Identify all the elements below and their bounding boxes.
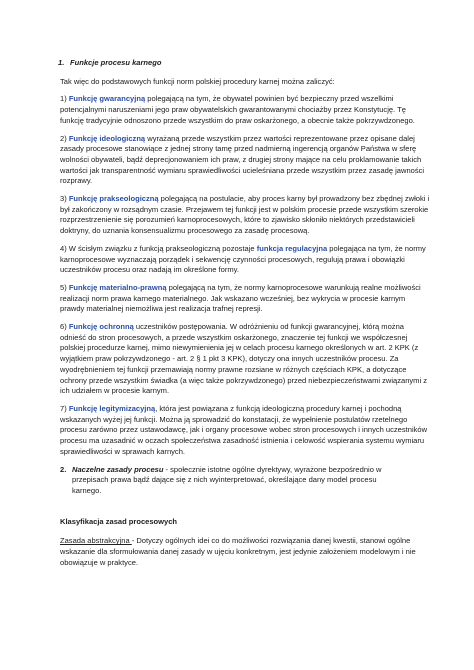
intro-paragraph: Tak więc do podstawowych funkcji norm polskiej procedury karnej można zaliczyć:	[60, 76, 335, 86]
keyword-funkcja-prakseologiczna: Funkcję prakseologiczną	[68, 194, 159, 204]
paragraph-prefix: 1)	[60, 94, 69, 104]
function-paragraph-7	[60, 404, 430, 458]
item-body	[72, 465, 430, 497]
numbered-item-2	[60, 465, 430, 497]
paragraph-text: polegającą na tym, że obywatel powinien być bezpieczny przed wszelkimi potencjalnymi naruszeniami jego praw obywatelskich gwarantowanymi chociażby przez Konstytucję. Tę funkcję tradycyjnie odnoszono przede wszystkim do praw oskarżonego, a obecnie także pokrzywdzonego.	[60, 94, 415, 125]
keyword-funkcja-gwarancyjna: Funkcję gwarancyjną	[68, 94, 146, 104]
keyword-funkcja-ochronna: Funkcję ochronną	[68, 322, 134, 332]
heading-number: 1.	[58, 58, 65, 67]
paragraph-prefix: 6)	[60, 322, 69, 332]
paragraph-text: , która jest powiązana z funkcją ideologiczną procedury karnej i pochodną wskazanych wyżej jej funkcji. Można ją sprowadzić do konstatacji, że wypełnienie postulatów rzetelnego procesu zarówno przez ustawodawcę, jak i organy procesowe wobec stron procesowych i innych uczestników procesu ma uzasadnić w oczach społeczeństwa zasadność istnienia i celowość wspierania systemu wymiaru sprawiedliwości w sprawach karnych.	[60, 403, 428, 456]
keyword-funkcja-regulacyjna: funkcja regulacyjna	[256, 243, 328, 253]
function-paragraph-6	[60, 322, 430, 397]
paragraph-text: wyrażaną przede wszystkim przez wartości reprezentowane przez opisane dalej zasady procesowe stanowiące z jednej strony tamę przed nadmierną ingerencją organów Państwa w sferę wolności obywateli, bądź deprecjonowaniem ich praw, z drugiej strony mające na celu proklamowanie takich wartości jak transparentność wymiaru sprawiedliwości ucieleśniana przede wszystkim przez zasadę jawności rozprawy.	[60, 133, 425, 186]
paragraph-prefix: 5)	[60, 282, 69, 292]
definition-text: - Dotyczy ogólnych idei co do możliwości rozwiązania danej kwestii, stanowi ogólne wskazanie dla sformułowania danej zasady w ujęciu konkretnym, jest jedynie założeniem modelowym i nie obowiązuje w praktyce.	[60, 536, 416, 567]
keyword-funkcja-legitymizacyjna: Funkcję legitymizacyjną	[68, 403, 156, 413]
paragraph-prefix: 7)	[60, 403, 69, 413]
keyword-funkcja-materialno-prawna: Funkcję materialno-prawną	[68, 282, 167, 292]
paragraph-text: uczestników postępowania. W odróżnieniu od funkcji gwarancyjnej, którą można odnieść do stron procesowych, a przede wszystkim oskarżonego, znaczenie tej funkcji we współczesnej polskiej procedurze karnej, mimo niewymienienia jej w celach procesu karnego określonych w art. 2 KPK (z wyjątkiem praw pokrzywdzonego - art. 2 § 1 pkt 3 KPK), dotyczy ona innych uczestników procesu. Za wyodrębnieniem tej funkcji przemawiają normy prawne rozsiane w różnych częściach KPK, a dotyczące ochrony przede wszystkim świadka (a więc także pokrzywdzonego) przed niebezpieczeństwami związanymi z ich udziałem w procesie karnym.	[60, 322, 428, 396]
keyword-funkcja-ideologiczna: Funkcję ideologiczną	[68, 133, 146, 143]
item-number: 2.	[60, 464, 67, 474]
heading-title: Funkcje procesu karnego	[70, 58, 162, 67]
paragraph-text: polegająca na tym, że normy karnoprocesowe wyznaczają porządek i sekwencję czynności procesowych, regulują prawa i obowiązki uczestników procesu oraz nadają im określone formy.	[60, 243, 426, 275]
function-paragraph-4	[60, 244, 430, 276]
section-title: Klasyfikacja zasad procesowych	[60, 516, 178, 526]
paragraph-prefix: 3)	[60, 194, 69, 204]
definition-term: Zasada abstrakcyjna	[60, 536, 132, 546]
function-paragraph-5	[60, 283, 430, 315]
paragraph-prefix: 4) W ścisłym związku z funkcją prakseologiczną pozostaje	[60, 243, 257, 253]
definition-paragraph	[60, 536, 430, 568]
function-paragraph-2	[60, 134, 430, 188]
paragraph-prefix: 2)	[60, 133, 69, 143]
section-heading	[58, 58, 430, 69]
function-paragraph-3	[60, 194, 430, 237]
item-text: - społecznie istotne ogólne dyrektywy, wyrażone bezpośrednio w przepisach prawa bądź dające się z nich wyinterpretować, określające dany model procesu karnego.	[72, 464, 382, 495]
paragraph-text: polegającą na tym, że normy karnoprocesowe warunkują realne możliwości realizacji norm prawa karnego materialnego. Jak wskazano wcześniej, bez wykrycia w procesie karnym prawdy materialnej niemożliwa jest realizacja trafnej represji.	[60, 282, 421, 314]
function-paragraph-1	[60, 94, 430, 126]
item-title: Naczelne zasady procesu	[72, 464, 164, 474]
paragraph-text: polegającą na postulacie, aby proces karny był prowadzony bez zbędnej zwłoki i był zakończony w rozsądnym czasie. Przejawem tej funkcji jest w polskim procesie przede wszystkim szerokie rozprzestrzenienie się porozumień karnoprocesowych, które to zjawisko skłoniło niektórych przedstawicieli doktryny, do uznania konsensualizmu procesowego za zasadę procesową.	[60, 194, 430, 236]
